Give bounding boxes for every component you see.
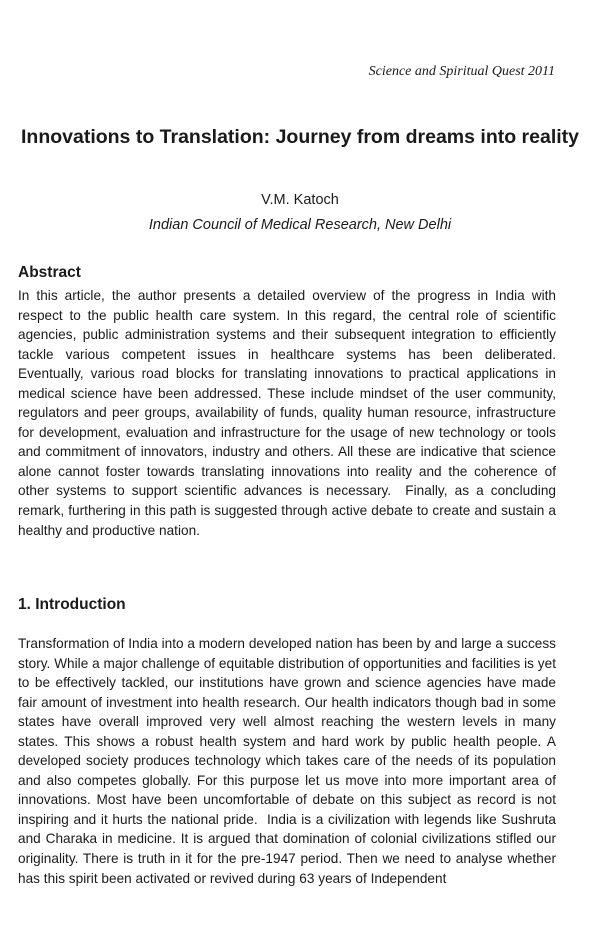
introduction-body bbox=[18, 634, 560, 888]
introduction-heading: 1. Introduction bbox=[18, 596, 126, 613]
article-title: Innovations to Translation: Journey from dreams into reality bbox=[20, 126, 580, 148]
author-name: V.M. Katoch bbox=[261, 192, 339, 208]
abstract-heading: Abstract bbox=[18, 264, 81, 281]
abstract-paragraph: In this article, the author presents a detailed overview of the progress in India with respect to the public health care system. In this regard, the central role of scientific agencies, public administration systems and their subsequent integration to efficiently tackle various competent issues in healthcare systems has been deliberated. Eventually, various road blocks for translating innovations to practical applications in medical science have been addressed. These include mindset of the user community, regulators and peer groups, availability of funds, quality human resource, infrastructure for development, evaluation and infrastructure for the usage of new technology or tools and commitment of innovators, industry and others. All these are indicative that science alone cannot foster towards translating innovations into reality and the coherence of other systems to support scientific advances is necessary. Finally, as a concluding remark, furthering in this path is suggested through active debate to create and sustain a healthy and productive nation. bbox=[18, 288, 575, 538]
running-header: Science and Spiritual Quest 2011 bbox=[368, 64, 555, 79]
abstract-body bbox=[18, 286, 575, 540]
introduction-paragraph: Transformation of India into a modern developed nation has been by and large a success story. While a major challenge of equitable distribution of opportunities and facilities is yet to be effectively tackled, our institutions have grown and science agencies have made fair amount of investment into health research. Our health indicators though bad in some states have overall improved very well almost reaching the western levels in many states. This shows a robust health system and hard work by public health people. A developed society produces technology which takes care of the needs of its population and also competes globally. For this purpose let us move into more important area of innovations. Most have been uncomfortable of debate on this subject as record is not inspiring and it hurts the national pride. India is a civilization with legends like Sushruta and Charaka in medicine. It is argued that domination of colonial civilizations stifled our originality. There is truth in it for the pre-1947 period. Then we need to analyse whether has this spirit been activated or revived during 63 years of Independent bbox=[18, 636, 560, 886]
author-affiliation: Indian Council of Medical Research, New Delhi bbox=[148, 217, 452, 233]
